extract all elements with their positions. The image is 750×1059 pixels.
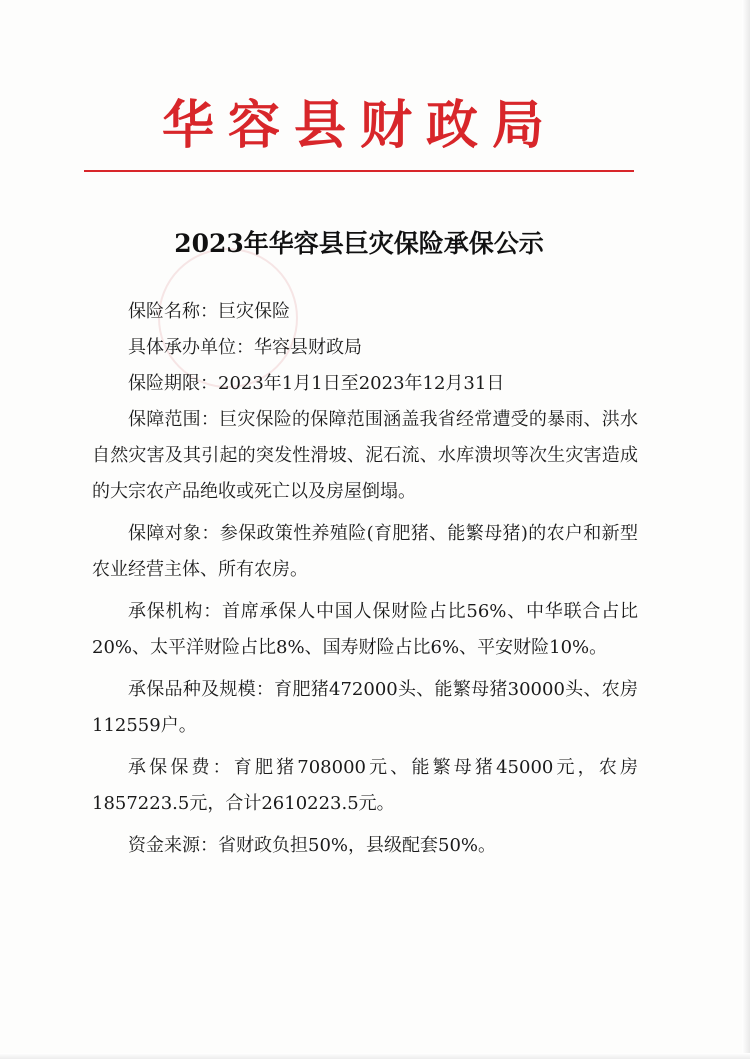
paragraph-funding-source: 资金来源：省财政负担50%，县级配套50%。 <box>128 835 497 856</box>
paragraph-premiums: 承保保费：育肥猪708000元、能繁母猪45000元，农房1857223.5元，合计2610223.5元。 <box>92 757 638 814</box>
paragraph-coverage-scope: 保障范围：巨灾保险的保障范围涵盖我省经常遭受的暴雨、洪水自然灾害及其引起的突发性滑坡、泥石流、水库溃坝等次生灾害造成的大宗农产品绝收或死亡以及房屋倒塌。 <box>92 409 638 502</box>
paragraph-insured-targets: 保障对象：参保政策性养殖险(育肥猪、能繁母猪)的农户和新型农业经营主体、所有农房。 <box>92 523 638 580</box>
document-body <box>92 294 638 864</box>
paragraph-insurance-period: 保险期限：2023年1月1日至2023年12月31日 <box>128 373 505 394</box>
paragraph-handling-unit: 具体承办单位：华容县财政局 <box>128 337 362 358</box>
letterhead-org-name: 华容县财政局 <box>161 95 558 156</box>
scan-edge <box>742 0 750 1059</box>
paragraph-varieties-scale: 承保品种及规模：育肥猪472000头、能繁母猪30000头、农房112559户。 <box>92 679 638 736</box>
paragraph-insurance-name: 保险名称：巨灾保险 <box>128 301 290 322</box>
document-title: 2023年华容县巨灾保险承保公示 <box>174 229 544 258</box>
scan-edge <box>0 1053 750 1059</box>
letterhead-divider <box>84 170 634 172</box>
paragraph-underwriters: 承保机构：首席承保人中国人保财险占比56%、中华联合占比20%、太平洋财险占比8%、国寿财险占比6%、平安财险10%。 <box>92 601 638 658</box>
